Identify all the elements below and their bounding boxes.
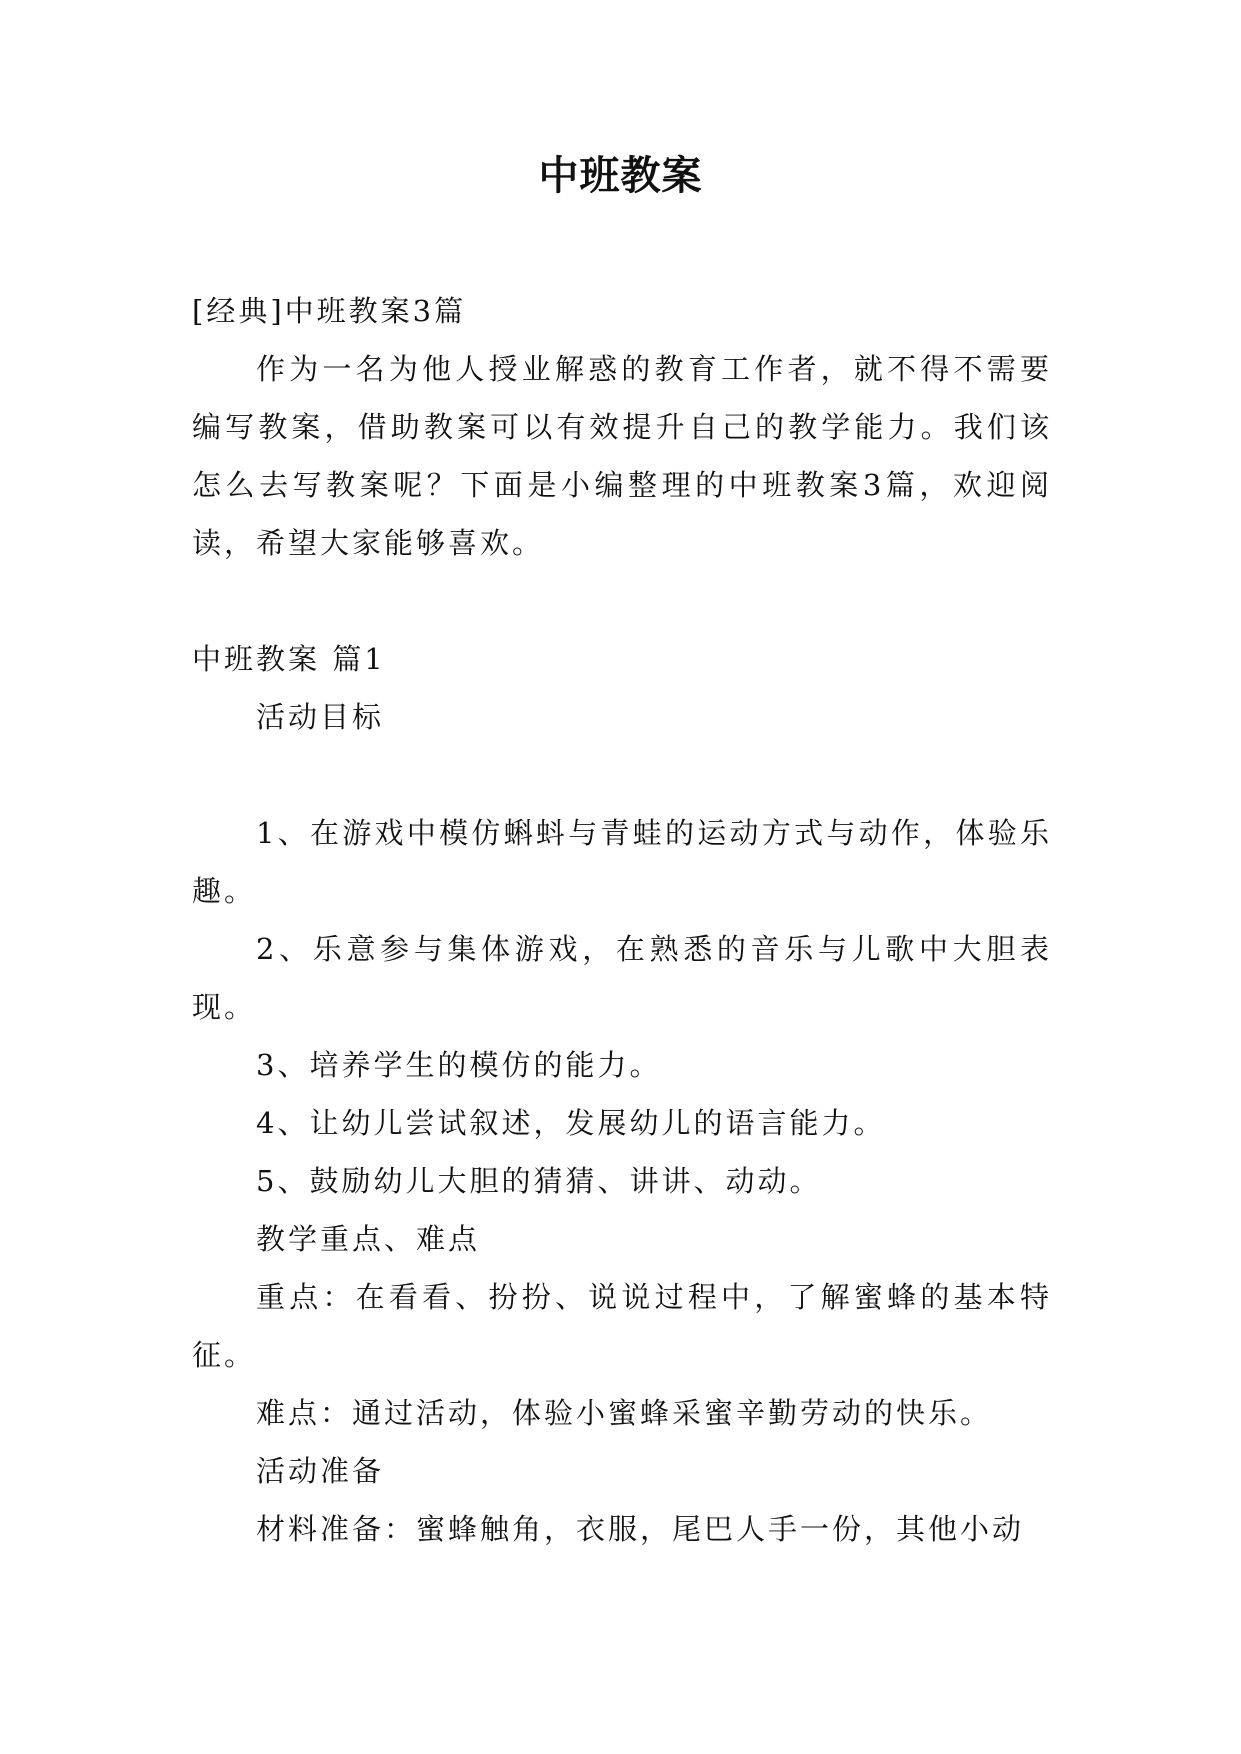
spacer	[192, 572, 1052, 630]
materials-text: 材料准备：蜜蜂触角，衣服，尾巴人手一份，其他小动	[256, 1512, 1025, 1546]
goal-item: 5、鼓励幼儿大胆的猜猜、讲讲、动动。	[256, 1164, 822, 1198]
key-points-heading: 教学重点、难点	[256, 1222, 481, 1256]
goal-item: 3、培养学生的模仿的能力。	[256, 1048, 662, 1082]
goal-item: 4、让幼儿尝试叙述，发展幼儿的语言能力。	[256, 1106, 886, 1140]
intro-paragraph: 作为一名为他人授业解惑的教育工作者，就不得不需要编写教案，借助教案可以有效提升自己的教学能力。我们该怎么去写教案呢？下面是小编整理的中班教案3篇，欢迎阅读，希望大家能够喜欢。	[192, 352, 1052, 560]
intro-heading: [经典]中班教案3篇	[192, 294, 467, 328]
goal-item: 2、乐意参与集体游戏，在熟悉的音乐与儿歌中大胆表现。	[192, 932, 1052, 1024]
goal-item: 1、在游戏中模仿蝌蚪与青蛙的运动方式与动作，体验乐趣。	[192, 816, 1052, 908]
section-heading: 中班教案 篇1	[192, 642, 386, 676]
document-body	[192, 282, 1052, 1558]
document-title: 中班教案	[538, 152, 703, 199]
spacer	[192, 746, 1052, 804]
key-point: 重点：在看看、扮扮、说说过程中，了解蜜蜂的基本特征。	[192, 1280, 1052, 1372]
activity-goal-heading: 活动目标	[256, 700, 385, 734]
difficult-point: 难点：通过活动，体验小蜜蜂采蜜辛勤劳动的快乐。	[256, 1396, 993, 1430]
prep-heading: 活动准备	[256, 1454, 385, 1488]
